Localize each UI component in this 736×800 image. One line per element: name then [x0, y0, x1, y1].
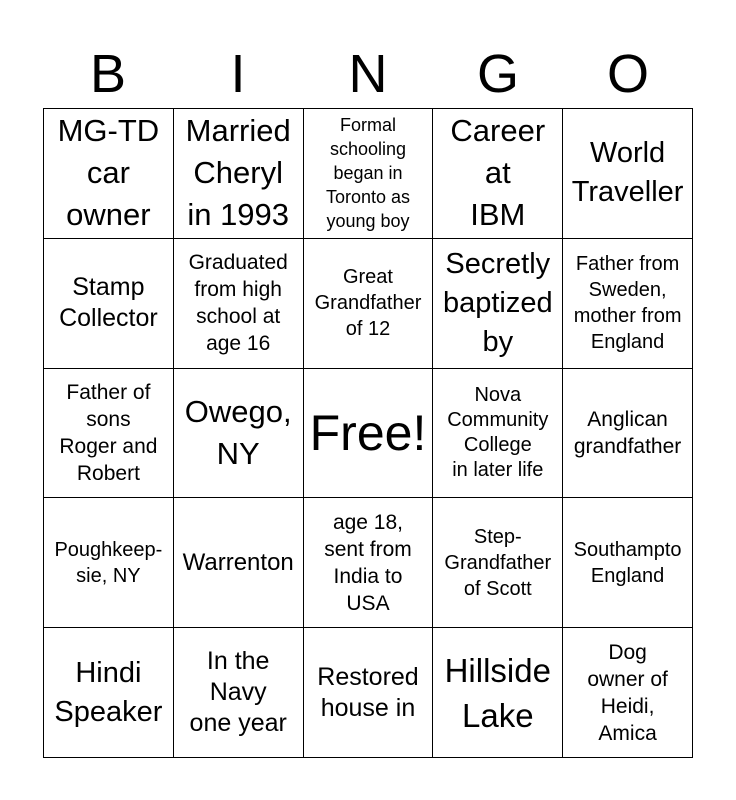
cell-text: Owego, NY — [184, 393, 292, 471]
bingo-cell-1-3[interactable] — [304, 109, 434, 239]
bingo-cell-3-1[interactable] — [44, 369, 174, 499]
bingo-cell-2-4[interactable] — [433, 239, 563, 369]
bingo-cell-3-4[interactable] — [433, 369, 563, 499]
cell-text: Warrenton — [182, 548, 294, 576]
cell-text: Father of sons Roger and Robert — [59, 380, 158, 485]
bingo-cell-4-1[interactable] — [44, 498, 174, 628]
cell-text: Anglican grandfather — [573, 407, 682, 458]
bingo-cell-2-1[interactable] — [44, 239, 174, 369]
bingo-cell-5-2[interactable] — [174, 628, 304, 758]
bingo-cell-1-5[interactable] — [563, 109, 693, 239]
cell-text: Formal schooling began in Toronto as young boy — [325, 115, 411, 232]
cell-text: Father from Sweden, mother from England — [573, 253, 682, 354]
cell-text: Restored house in — [317, 662, 419, 722]
bingo-cell-3-2[interactable] — [174, 369, 304, 499]
cell-text: Poughkeep- sie, NY — [54, 538, 163, 587]
cell-text: In the Navy one year — [189, 647, 287, 738]
cell-text: Nova Community College in later life — [447, 383, 549, 481]
cell-text: Secretly baptized by — [442, 247, 553, 358]
bingo-cell-4-2[interactable] — [174, 498, 304, 628]
bingo-cell-4-5[interactable] — [563, 498, 693, 628]
header-letter-g: G — [476, 44, 519, 104]
cell-text: Hillside Lake — [444, 651, 551, 734]
cell-text: Career at IBM — [450, 113, 546, 233]
bingo-cell-3-5[interactable] — [563, 369, 693, 499]
bingo-cell-2-3[interactable] — [304, 239, 434, 369]
header-letter-o: O — [606, 44, 649, 104]
bingo-cell-4-4[interactable] — [433, 498, 563, 628]
bingo-cell-2-2[interactable] — [174, 239, 304, 369]
bingo-grid — [43, 108, 693, 758]
cell-text: Graduated from high school at age 16 — [188, 251, 288, 356]
cell-text: Married Cheryl in 1993 — [185, 113, 291, 233]
cell-text: Great Grandfather of 12 — [314, 266, 422, 341]
cell-text: Stamp Collector — [59, 273, 158, 333]
free-space: Free! — [309, 404, 427, 461]
cell-text: MG-TD car owner — [57, 113, 160, 233]
bingo-header — [43, 40, 693, 108]
bingo-cell-1-2[interactable] — [174, 109, 304, 239]
bingo-cell-2-5[interactable] — [563, 239, 693, 369]
header-letter-n: N — [348, 44, 388, 104]
cell-text: Southampto England — [573, 538, 682, 587]
cell-text: Hindi Speaker — [54, 656, 163, 728]
cell-text: age 18, sent from India to USA — [324, 510, 412, 615]
bingo-cell-5-5[interactable] — [563, 628, 693, 758]
cell-text: Dog owner of Heidi, Amica — [587, 640, 668, 745]
bingo-cell-3-3[interactable] — [304, 369, 434, 499]
bingo-cell-5-3[interactable] — [304, 628, 434, 758]
bingo-cell-4-3[interactable] — [304, 498, 434, 628]
cell-text: World Traveller — [571, 137, 684, 209]
bingo-cell-5-1[interactable] — [44, 628, 174, 758]
header-letter-i: I — [230, 44, 246, 104]
bingo-cell-1-4[interactable] — [433, 109, 563, 239]
bingo-cell-5-4[interactable] — [433, 628, 563, 758]
cell-text: Step- Grandfather of Scott — [444, 525, 552, 600]
header-letter-b: B — [89, 44, 127, 104]
bingo-cell-1-1[interactable] — [44, 109, 174, 239]
